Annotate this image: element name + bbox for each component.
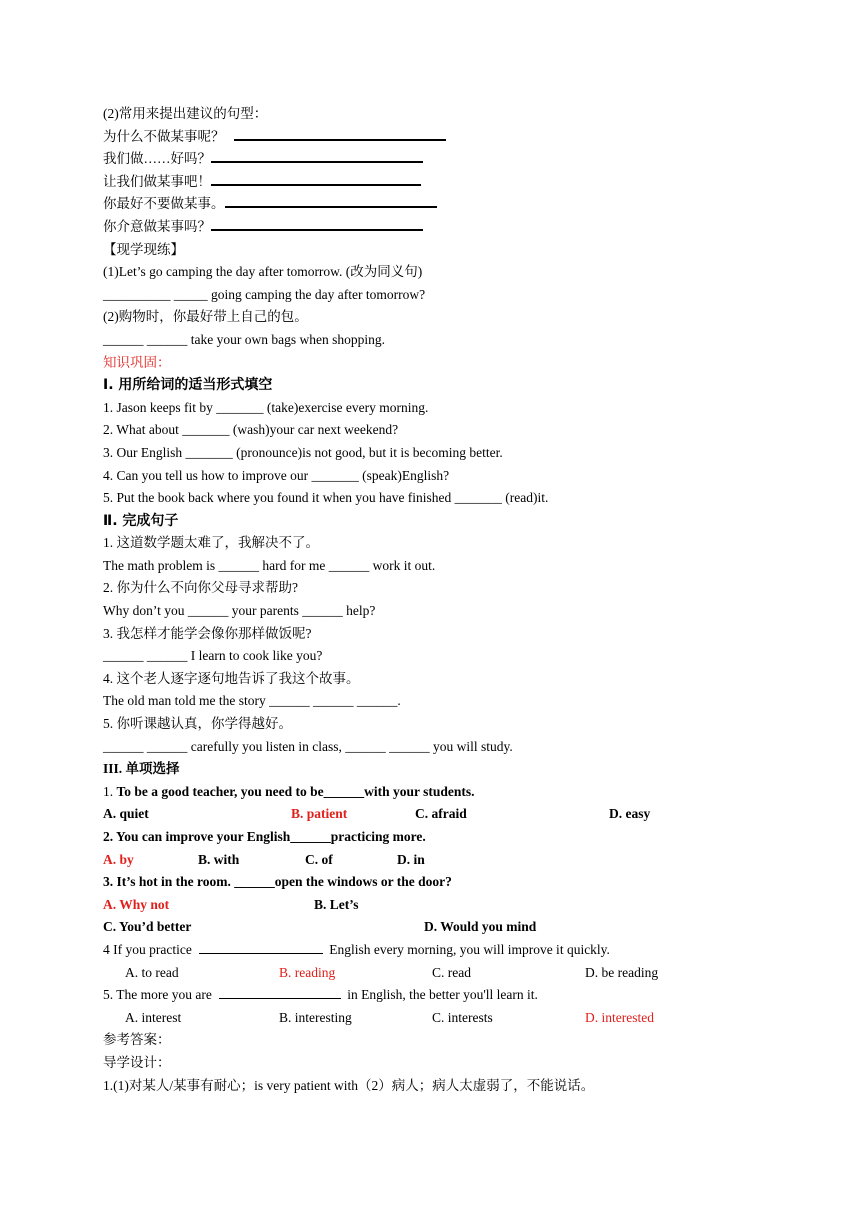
practice-answer: __________ _____ going camping the day after tomorrow?: [103, 286, 426, 302]
mc-options-5: [103, 1007, 783, 1030]
option-c[interactable]: C. You’d better: [103, 919, 192, 935]
option-b-correct[interactable]: B. patient: [291, 806, 348, 822]
option-a[interactable]: A. to read: [125, 964, 179, 980]
part-one-item: 3. Our English _______ (pronounce)is not good, but it is becoming better.: [103, 444, 503, 460]
option-c[interactable]: C. of: [305, 851, 333, 867]
mc-options-2: [103, 849, 783, 872]
option-b-correct[interactable]: B. reading: [279, 964, 336, 980]
reference-answers-label: 参考答案：: [103, 1032, 171, 1048]
option-a[interactable]: A. quiet: [103, 806, 149, 822]
part-one-item: 4. Can you tell us how to improve our _______ (speak)English?: [103, 467, 450, 483]
option-d[interactable]: D. easy: [609, 806, 651, 822]
mc-question-3: 3. It’s hot in the room. ______open the windows or the door?: [103, 874, 452, 890]
option-c[interactable]: C. interests: [432, 1009, 493, 1025]
mc-question-5: 5. The more you are in English, the better you'll learn it.: [103, 987, 538, 1003]
option-a[interactable]: A. interest: [125, 1009, 182, 1025]
part-one-item: 1. Jason keeps fit by _______ (take)exercise every morning.: [103, 399, 429, 415]
section-heading-practice: 【现学现练】: [103, 241, 184, 257]
option-d[interactable]: D. Would you mind: [424, 919, 537, 935]
option-a-correct[interactable]: A. Why not: [103, 896, 170, 912]
mc-options-1: [103, 803, 783, 826]
option-b[interactable]: B. interesting: [279, 1009, 352, 1025]
practice-answer: ______ ______ take your own bags when shopping.: [103, 331, 385, 347]
part-two-english: ______ ______ I learn to cook like you?: [103, 648, 323, 664]
mc-question-2: 2. You can improve your English______practicing more.: [103, 829, 426, 844]
option-d[interactable]: D. in: [397, 851, 425, 867]
mc-question-1: 1. To be a good teacher, you need to be______with your students.: [103, 783, 475, 799]
answer-line: 1.(1)对某人/某事有耐心；is very patient with（2）病人；病人太虚弱了，不能说话。: [103, 1077, 595, 1093]
answer-blank[interactable]: [211, 149, 423, 163]
option-c[interactable]: C. afraid: [415, 806, 467, 822]
part-two-english: Why don’t you ______ your parents ______ help?: [103, 603, 376, 619]
practice-question: (1)Let’s go camping the day after tomorrow. (改为同义句): [103, 264, 423, 280]
mc-question-4: 4 If you practice English every morning, you will improve it quickly.: [103, 941, 610, 957]
part-two-chinese: 2. 你为什么不向你父母寻求帮助?: [103, 580, 298, 596]
part-one-item: 2. What about _______ (wash)your car next weekend?: [103, 422, 399, 438]
mc-options-4: [103, 962, 783, 985]
option-b[interactable]: B. with: [198, 851, 240, 867]
answer-blank[interactable]: [211, 172, 421, 186]
part-two-chinese: 4. 这个老人逐字逐句地告诉了我这个故事。: [103, 670, 360, 686]
suggestion-line: 让我们做某事吧！: [103, 171, 783, 194]
part-two-title: Ⅱ. 完成句子: [103, 512, 179, 529]
mc-options-3a: [103, 894, 783, 917]
answer-blank[interactable]: [219, 985, 341, 999]
part-two-chinese: 1. 这道数学题太难了，我解决不了。: [103, 535, 319, 551]
part-three-title: III. 单项选择: [103, 761, 180, 777]
part-two-english: The old man told me the story ______ ______ ______.: [103, 693, 401, 709]
answer-blank[interactable]: [199, 940, 323, 954]
option-c[interactable]: C. read: [432, 964, 471, 980]
section-heading-consolidation: 知识巩固：: [103, 354, 171, 370]
part-two-english: The math problem is ______ hard for me ______ work it out.: [103, 557, 436, 573]
section-heading-suggestions: (2)常用来提出建议的句型：: [103, 106, 268, 121]
answer-blank[interactable]: [225, 194, 437, 208]
document-content: [103, 103, 783, 1097]
part-two-chinese: 3. 我怎样才能学会像你那样做饭呢?: [103, 625, 312, 641]
answer-blank[interactable]: [211, 217, 423, 231]
part-one-title: Ⅰ. 用所给词的适当形式填空: [103, 377, 273, 394]
part-one-item: 5. Put the book back where you found it when you have finished _______ (read)it.: [103, 490, 549, 506]
part-two-english: ______ ______ carefully you listen in class, ______ ______ you will study.: [103, 738, 513, 754]
part-two-chinese: 5. 你听课越认真，你学得越好。: [103, 716, 292, 732]
option-b[interactable]: B. Let’s: [314, 896, 359, 912]
answer-blank[interactable]: [234, 127, 446, 141]
option-d-correct[interactable]: D. interested: [585, 1009, 654, 1025]
suggestion-line: 我们做……好吗？: [103, 148, 783, 171]
suggestion-line: 为什么不做某事呢？: [103, 126, 783, 149]
practice-question: (2)购物时，你最好带上自己的包。: [103, 309, 308, 325]
suggestion-line: 你最好不要做某事。: [103, 193, 783, 216]
guided-design-label: 导学设计：: [103, 1054, 171, 1070]
option-d[interactable]: D. be reading: [585, 964, 659, 980]
suggestion-line: 你介意做某事吗？: [103, 216, 783, 239]
option-a-correct[interactable]: A. by: [103, 851, 134, 867]
mc-options-3b: [103, 916, 783, 939]
